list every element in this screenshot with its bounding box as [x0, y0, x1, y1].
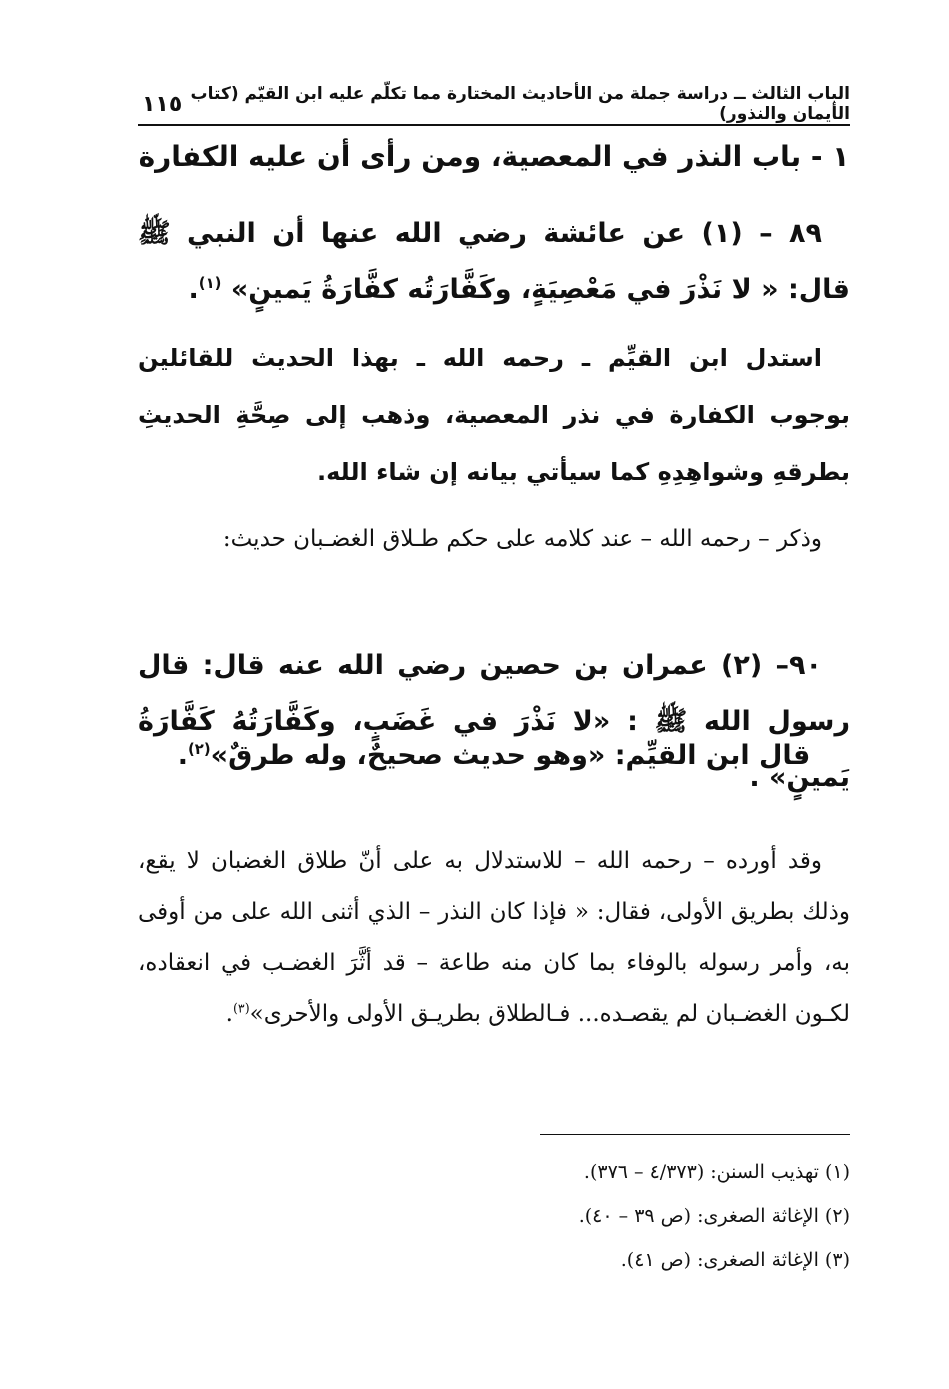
footnote-2: (٢) الإغاثة الصغرى: (ص ٣٩ – ٤٠). [578, 1205, 850, 1227]
footnote-divider [540, 1134, 850, 1135]
footnote-ref-1: (١) [198, 274, 222, 292]
footnote-1: (١) تهذيب السنن: (٤/٣٧٣ – ٣٧٦). [583, 1161, 850, 1183]
footnote-ref-3: (٣) [232, 1000, 250, 1016]
footnotes [138, 1150, 850, 1282]
paragraph-1: استدل ابن القيِّم ـ رحمه الله ـ بهذا الحديث للقائلين بوجوب الكفارة في نذر المعصية، وذهب إلى صِحَّةِ الحديثِ بطرقهِ وشواهِدِهِ كما سيأتي بيانه إن شاء الله. [138, 344, 850, 486]
paragraph-3-text: وقد أورده – رحمه الله – للاستدلال به على أنّ طلاق الغضبان لا يقع، وذلك بطريق الأولى، فقال: « فإذا كان النذر – الذي أثنى الله على من أوفى به، وأمر رسوله بالوفاء بما كان منه طاعة – قد أثَّرَ الغضـب في انعقاده، لكـون الغضـبان لم يقصـده... فـالطلاق بطريـق الأولى والأحرى» [138, 848, 850, 1027]
hadith-89 [138, 206, 850, 318]
hadith-90: ٩٠– (٢) عمران بن حصين رضي الله عنه قال: قال رسول الله ﷺ : «لا نَذْرَ في غَضَبٍ، وكَفَّارَتُهُ كَفَّارَةُ يَمينٍ» . [138, 650, 850, 793]
paragraph-3-end: . [225, 1001, 233, 1027]
page-number: ١١٥ [142, 91, 183, 117]
quote-text: قال ابن القيِّم: «وهو حديث صحيحٌ، وله طرقٌ» [210, 740, 811, 771]
quote-end: . [177, 740, 188, 771]
paragraph-3 [138, 836, 850, 1040]
ibn-qayyim-quote [138, 728, 850, 784]
paragraph-2: وذكر – رحمه الله – عند كلامه على حكم طـلاق الغضـبان حديث: [222, 526, 822, 552]
hadith-89-text: ٨٩ – (١) عن عائشة رضي الله عنها أن النبي ﷺ قال: « لا نَذْرَ في مَعْصِيَةٍ، وكَفَّارَتُه كفَّارَةُ يَمينٍ» [138, 218, 850, 305]
footnote-ref-2: (٢) [188, 740, 211, 758]
hadith-89-end: . [188, 274, 199, 305]
footnote-3: (٣) الإغاثة الصغرى: (ص ٤١). [620, 1249, 850, 1271]
chapter-heading: ١ - باب النذر في المعصية، ومن رأى أن عليه الكفارة [138, 140, 850, 173]
running-title: الباب الثالث ــ دراسة جملة من الأحاديث المختارة مما تكلّم عليه ابن القيّم (كتاب الأيمان والنذور) [190, 84, 850, 124]
page-header [138, 84, 850, 126]
